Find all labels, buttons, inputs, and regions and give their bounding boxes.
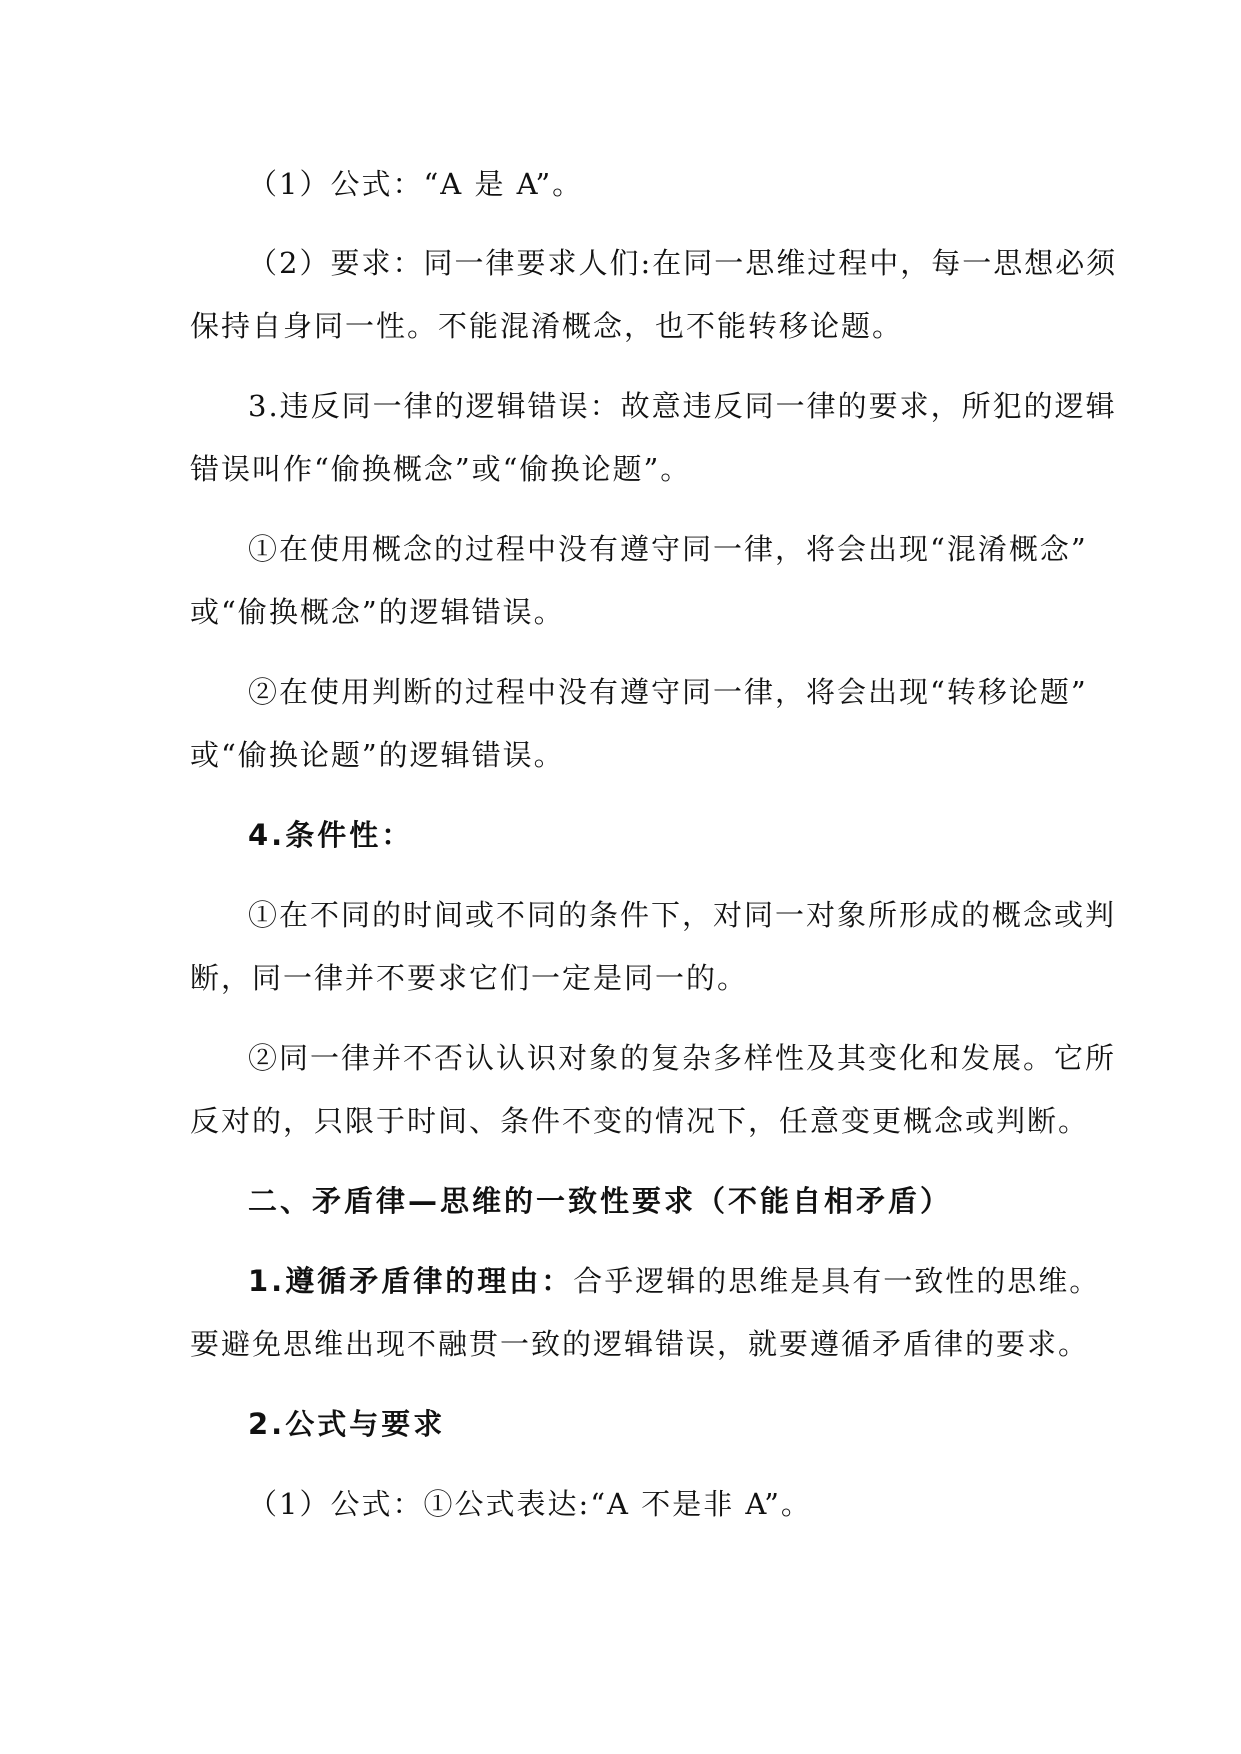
conditionality-point-1: ①在不同的时间或不同的条件下，对同一对象所形成的概念或判 xyxy=(248,898,1117,932)
section-heading-contradiction: 二、矛盾律—思维的一致性要求（不能自相矛盾） xyxy=(248,1184,953,1218)
conditionality-point-1-cont: 断，同一律并不要求它们一定是同一的。 xyxy=(190,961,749,995)
logic-error-line: 3.违反同一律的逻辑错误：故意违反同一律的要求，所犯的逻辑 xyxy=(248,389,1117,423)
logic-error-line-cont: 错误叫作“偷换概念”或“偷换论题”。 xyxy=(190,452,692,486)
formula-line: （1）公式：“A 是 A”。 xyxy=(248,167,584,201)
concept-error-line-cont: 或“偷换概念”的逻辑错误。 xyxy=(190,595,565,629)
conditionality-point-2: ②同一律并不否认认识对象的复杂多样性及其变化和发展。它所 xyxy=(248,1041,1117,1075)
concept-error-line: ①在使用概念的过程中没有遵守同一律，将会出现“混淆概念” xyxy=(248,532,1088,566)
contradiction-formula-line: （1）公式：①公式表达:“A 不是非 A”。 xyxy=(248,1487,812,1521)
contradiction-reason-line xyxy=(248,1261,1148,1301)
judgment-error-line: ②在使用判断的过程中没有遵守同一律，将会出现“转移论题” xyxy=(248,675,1088,709)
requirement-line-cont: 保持自身同一性。不能混淆概念，也不能转移论题。 xyxy=(190,309,904,343)
contradiction-reason-cont: 要避免思维出现不融贯一致的逻辑错误，就要遵循矛盾律的要求。 xyxy=(190,1327,1090,1361)
contradiction-reason-lead: 1.遵循矛盾律的理由： xyxy=(248,1264,574,1298)
requirement-line: （2）要求：同一律要求人们:在同一思维过程中，每一思想必须 xyxy=(248,246,1118,280)
contradiction-reason-text: 合乎逻辑的思维是具有一致性的思维。 xyxy=(573,1264,1101,1298)
judgment-error-line-cont: 或“偷换论题”的逻辑错误。 xyxy=(190,738,565,772)
conditionality-point-2-cont: 反对的，只限于时间、条件不变的情况下，任意变更概念或判断。 xyxy=(190,1104,1090,1138)
conditionality-heading: 4.条件性： xyxy=(248,818,414,852)
formula-requirement-heading: 2.公式与要求 xyxy=(248,1407,446,1441)
